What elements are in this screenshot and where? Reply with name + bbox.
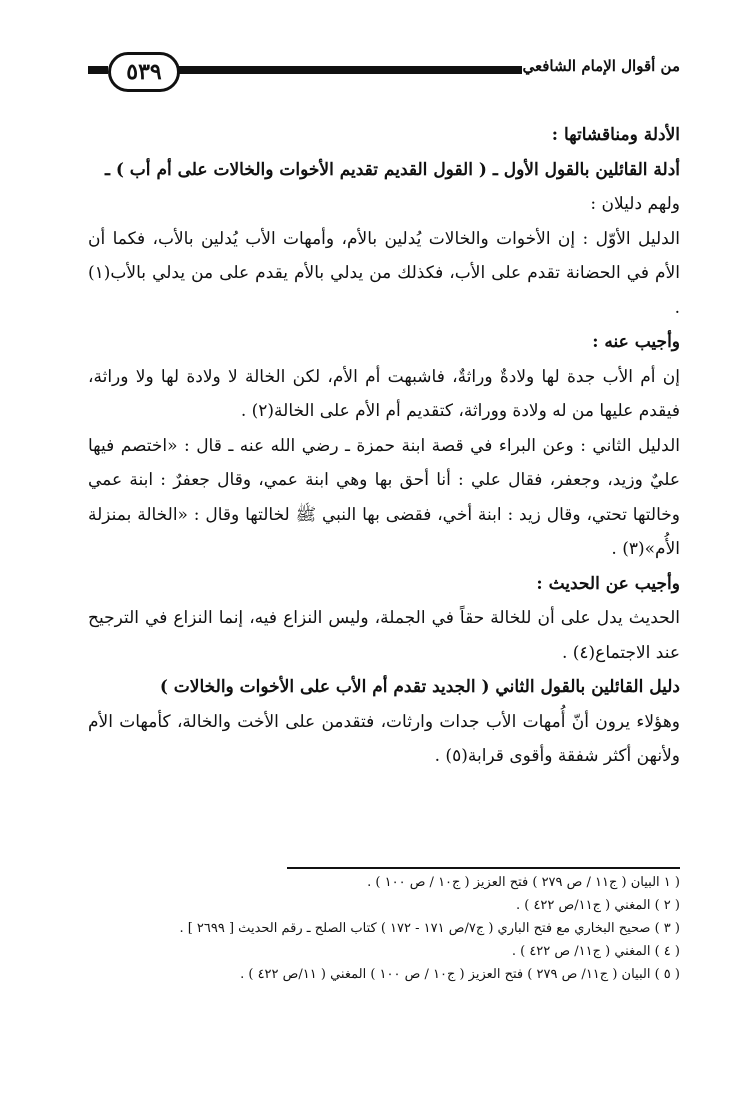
header-rule-left: [88, 66, 108, 74]
header-rule: [150, 66, 522, 74]
first-opinion-heading: أدلة القائلين بالقول الأول ـ ( القول القديم تقديم الأخوات والخالات على أم أب ) ـ: [104, 159, 680, 180]
hadith-response-paragraph: الحديث يدل على أن للخالة حقاً في الجملة، وليس النزاع فيه، إنما النزاع في الترجيح عند الاجتماع(٤) .: [88, 608, 680, 663]
first-evidence: الدليل الأوّل : إن الأخوات والخالات يُدلين بالأم، وأمهات الأب يُدلين بالأب، فكما أن الأم في الحضانة تقدم على الأب، فكذلك من يدلي بالأم يقدم على من يدلي بالأب(١) .: [88, 228, 680, 318]
footnote-item: ( ١ البيان ( ج١١ / ص ٢٧٩ ) فتح العزيز ( ج١٠ / ص ١٠٠ ) .: [367, 875, 680, 890]
footnote-divider: [287, 867, 680, 869]
main-text: [88, 118, 680, 774]
second-opinion-paragraph: وهؤلاء يرون أنّ أُمهات الأب جدات وارثات، فتقدمن على الأخت والخالة، كأمهات الأم ولأنهن أكثر شفقة وأقوى قرابة(٥) .: [88, 711, 680, 766]
page-number: ٥٣٩: [108, 52, 180, 92]
paragraph: ولهم دليلان :: [590, 194, 680, 214]
footnote-item: ( ٣ ) صحيح البخاري مع فتح الباري ( ج٧/ص ١٧١ - ١٧٢ ) كتاب الصلح ـ رقم الحديث [ ٢٦٩٩ ] .: [179, 921, 680, 936]
response-paragraph: إن أم الأب جدة لها ولادةٌ وراثةٌ، فاشبهت أم الأم، لكن الخالة لا ولادة لها ولا وراثة، فيقدم عليها من له ولادة ووراثة، كتقديم أم الأم على الخالة(٢) .: [88, 366, 680, 421]
second-evidence: الدليل الثاني : وعن البراء في قصة ابنة حمزة ـ رضي الله عنه ـ قال : «اختصم فيها عليٌ وزيد، وجعفر، فقال علي : أنا أحق بها وهي ابنة عمي، وقال جعفرٌ : ابنة عمي وخالتها تحتي، وقال زيد : ابنة أخي، فقضى بها النبي ﷺ لخالتها وقال : «الخالة بمنزلة الأُم»(٣) .: [88, 435, 680, 559]
footnote-item: ( ٢ ) المغني ( ج١١/ص ٤٢٢ ) .: [515, 898, 680, 913]
book-title: من أقوال الإمام الشافعي: [522, 57, 680, 75]
second-opinion-heading: دليل القائلين بالقول الثاني ( الجديد تقدم أم الأب على الأخوات والخالات ): [159, 677, 680, 697]
hadith-response-heading: وأجيب عن الحديث :: [536, 573, 680, 594]
response-heading: وأجيب عنه :: [592, 332, 680, 352]
footnotes: [88, 871, 680, 986]
page-header: [88, 48, 680, 100]
footnote-item: ( ٤ ) المغني ( ج١١/ ص ٤٢٢ ) .: [511, 944, 680, 959]
footnote-item: ( ٥ ) البيان ( ج١١/ ص ٢٧٩ ) فتح العزيز ( ج١٠ / ص ١٠٠ ) المغني ( ١١/ص ٤٢٢ ) .: [240, 967, 680, 982]
section-heading: الأدلة ومناقشاتها :: [551, 125, 680, 145]
